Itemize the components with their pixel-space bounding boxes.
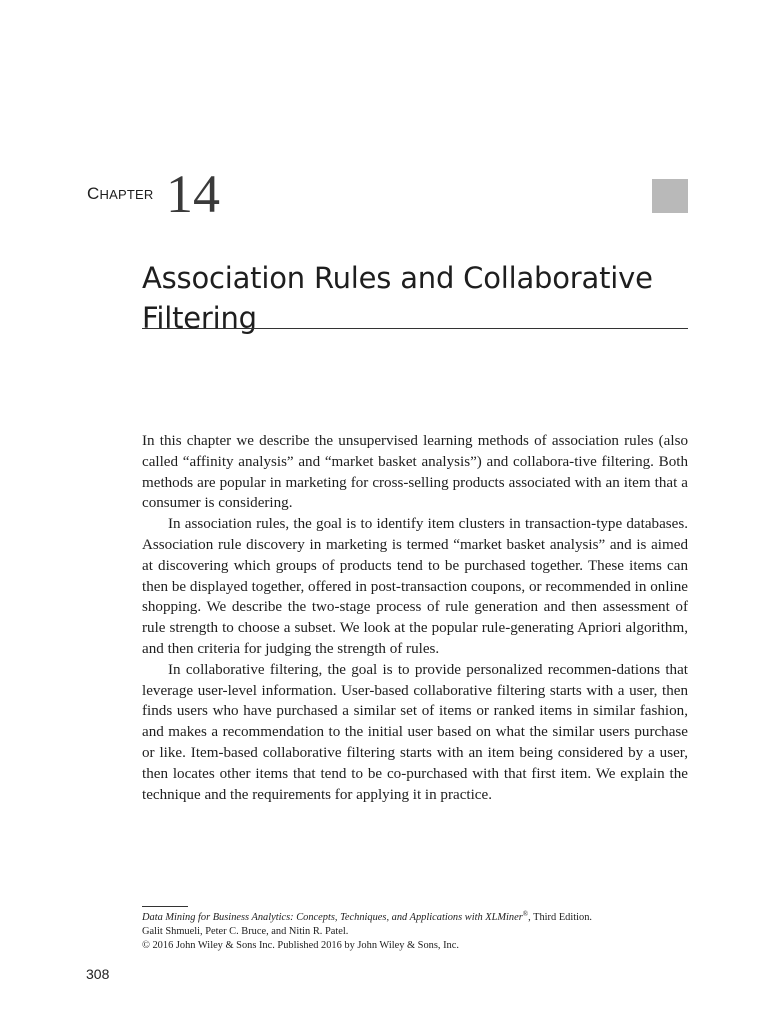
chapter-title: Association Rules and Collaborative Filtering: [142, 261, 653, 335]
footnote-book-title: Data Mining for Business Analytics: Concepts, Techniques, and Applications with XLMiner: [142, 912, 523, 923]
chapter-decorative-block: [652, 179, 688, 213]
chapter-number: 14: [166, 164, 220, 224]
footnote-authors: Galit Shmueli, Peter C. Bruce, and Nitin R. Patel.: [142, 926, 349, 937]
chapter-label-rest: HAPTER: [99, 187, 154, 202]
title-underline: [142, 328, 688, 329]
footnote-rule: [142, 906, 188, 907]
page-number: 308: [86, 966, 110, 982]
footnote-edition: , Third Edition.: [528, 912, 593, 923]
footnote-citation-line: [142, 911, 688, 925]
paragraph-collaborative-filtering: In collaborative filtering, the goal is to provide personalized recommen-dations that leverage user-level information. User-based collaborative filtering starts with a user, then finds users who have purchased a similar set of items or ranked items in similar fashion, and makes a recommendation to the initial user based on what the similar users purchase or like. Item-based collaborative filtering starts with an item being considered by a user, then locates other items that tend to be co-purchased with that first item. We explain the technique and the requirements for applying it in practice.: [142, 661, 688, 803]
registered-mark: ®: [522, 910, 529, 918]
body-text: [142, 431, 688, 805]
chapter-label: [87, 184, 153, 204]
footnote: [142, 911, 688, 953]
chapter-label-initial: C: [87, 184, 100, 203]
paragraph-association-rules: In association rules, the goal is to identify item clusters in transaction-type databases. Association rule discovery in marketing is termed “market basket analysis” and is aimed at discovering which groups of products tend to be purchased together. These items can then be displayed together, offered in post-transaction coupons, or recommended in online shopping. We describe the two-stage process of rule generation and then assessment of rule strength to choose a subset. We look at the popular rule-generating Apriori algorithm, and then criteria for judging the strength of rules.: [142, 516, 688, 657]
footnote-copyright: © 2016 John Wiley & Sons Inc. Published 2016 by John Wiley & Sons, Inc.: [142, 940, 459, 951]
paragraph-intro: In this chapter we describe the unsupervised learning methods of association rules (also called “affinity analysis” and “market basket analysis”) and collabora-tive filtering. Both methods are popular in marketing for cross-selling products associated with an item that a consumer is considering.: [142, 433, 688, 512]
